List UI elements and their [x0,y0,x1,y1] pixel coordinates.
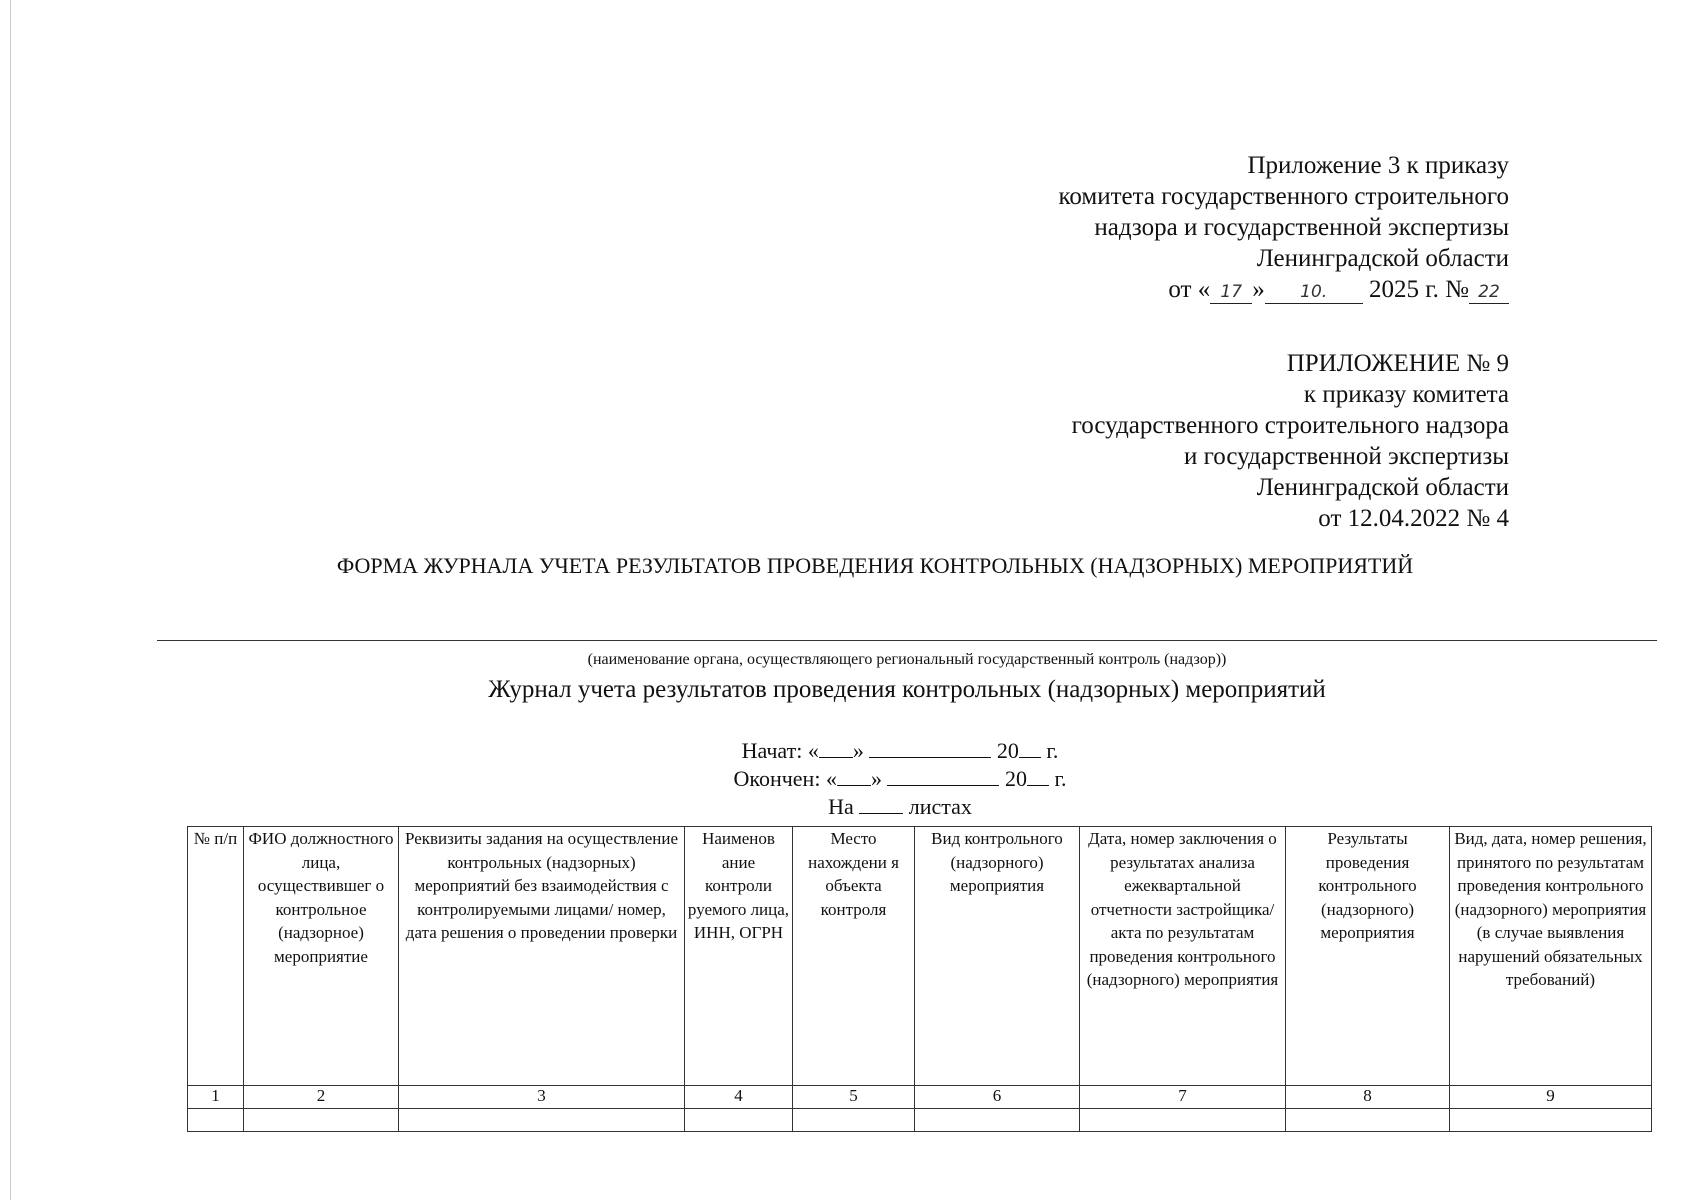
column-header: Дата, номер заключения о результатах анализа ежеквартальной отчетности застройщика/акта по результатам проведения контрольного (надзорного) мероприятия [1080,827,1286,1086]
year-blank [1027,765,1049,786]
column-number: 3 [399,1086,685,1109]
column-number: 1 [188,1086,244,1109]
table-cell [1080,1109,1286,1132]
appendix-9-line-1: ПРИЛОЖЕНИЕ № 9 [1286,350,1509,377]
table-cell [188,1109,244,1132]
started-line [600,737,1200,765]
column-header: № п/п [188,827,244,1086]
column-number: 8 [1286,1086,1450,1109]
sheets-blank [859,793,903,814]
year-suffix: г. [1046,738,1059,763]
journal-title: Журнал учета результатов проведения контрольных (надзорных) мероприятий [488,676,1326,703]
handwritten-number: 22 [1469,281,1509,304]
table-cell [915,1109,1080,1132]
column-header: Реквизиты задания на осуществление контрольных (надзорных) мероприятий без взаимодействия с контролируемыми лицами/ номер, дата решения о проведении проверки [399,827,685,1086]
appendix-9-line-6: от 12.04.2022 № 4 [1318,505,1509,532]
appendix-9-line-2: к приказу комитета [1303,381,1509,408]
month-blank [887,765,999,786]
table-cell [399,1109,685,1132]
column-number: 5 [793,1086,915,1109]
sheets-line [600,793,1200,821]
table-cell [685,1109,793,1132]
column-number: 4 [685,1086,793,1109]
appendix-3-line-1: Приложение 3 к приказу [1247,152,1509,179]
table-cell [1286,1109,1450,1132]
quote-close: » [870,766,882,791]
column-number-row [188,1086,1652,1109]
appendix-3-line-2: комитета государственного строительного [1058,183,1509,210]
org-name-caption: (наименование органа, осуществляющего региональный государственный контроль (надзор)) [587,651,1227,668]
column-number: 7 [1080,1086,1286,1109]
appendix-3-date-line [1059,274,1510,305]
handwritten-month: 10. [1265,281,1363,304]
date-prefix: от « [1168,276,1211,303]
form-title: ФОРМА ЖУРНАЛА УЧЕТА РЕЗУЛЬТАТОВ ПРОВЕДЕНИЯ КОНТРОЛЬНЫХ (НАДЗОРНЫХ) МЕРОПРИЯТИЙ [336,553,1414,578]
year-blank [1019,737,1041,758]
column-header: Вид контрольного (надзорного) мероприятия [915,827,1080,1086]
appendix-3-line-4: Ленинградской области [1256,245,1509,272]
column-header: Вид, дата, номер решения, принятого по результатам проведения контрольного (надзорного) мероприятия (в случае выявления нарушений обязательных требований) [1450,827,1652,1086]
table-header-row [188,827,1652,1086]
year-prefix: 20 [996,738,1019,763]
date-year-text: 2025 г. № [1368,276,1469,303]
page-edge-line [10,0,11,1200]
sheets-label: На [828,794,854,819]
sheets-suffix: листах [908,794,972,819]
appendix-3-header [1059,150,1510,305]
ended-label: Окончен: « [733,766,837,791]
table-row [188,1109,1652,1132]
quote-close: » [852,738,864,763]
date-quote-close: » [1252,276,1265,303]
column-header: Место нахождени я объекта контроля [793,827,915,1086]
journal-table [187,826,1652,1132]
year-prefix: 20 [1004,766,1027,791]
column-header: Наименов ание контроли руемого лица, ИНН, ОГРН [685,827,793,1086]
org-name-blank-line [157,640,1657,641]
appendix-9-line-3: государственного строительного надзора [1071,412,1509,439]
table-cell [1450,1109,1652,1132]
appendix-9-header [1072,348,1509,534]
column-header: ФИО должностного лица, осуществившег о контрольное (надзорное) мероприятие [244,827,399,1086]
handwritten-day: 17 [1210,281,1252,304]
started-label: Начат: « [741,738,819,763]
year-suffix: г. [1054,766,1067,791]
table-cell [793,1109,915,1132]
month-blank [869,737,991,758]
column-number: 2 [244,1086,399,1109]
appendix-3-line-3: надзора и государственной экспертизы [1094,214,1509,241]
day-blank [837,765,871,786]
column-header: Результаты проведения контрольного (надзорного) мероприятия [1286,827,1450,1086]
table-cell [244,1109,399,1132]
column-number: 6 [915,1086,1080,1109]
appendix-9-line-4: и государственной экспертизы [1183,443,1509,470]
appendix-9-line-5: Ленинградской области [1256,474,1509,501]
day-blank [819,737,853,758]
column-number: 9 [1450,1086,1652,1109]
ended-line [600,765,1200,793]
